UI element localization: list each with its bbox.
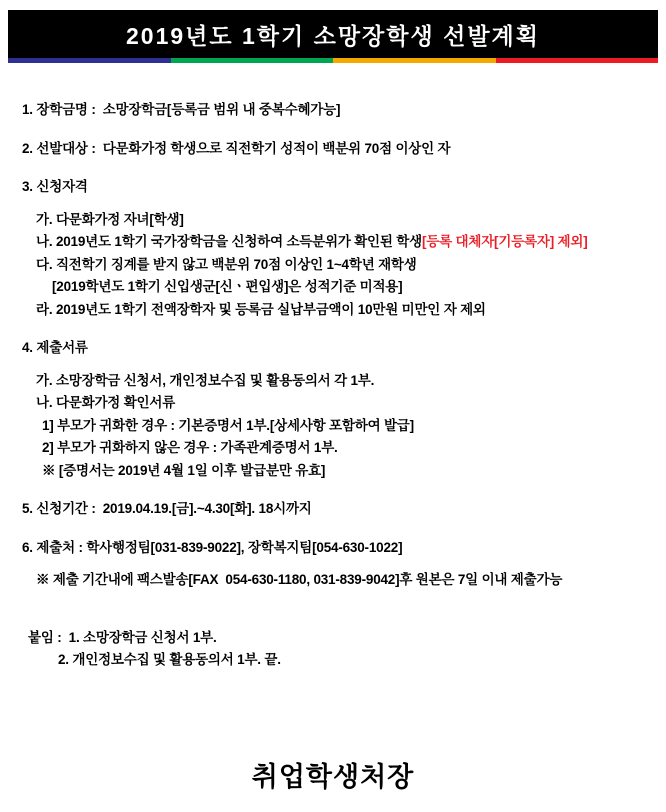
section-3-item-b-exclusion: [등록 대체자[기등록자] 제외] (421, 234, 588, 249)
page-title: 2019년도 1학기 소망장학생 선발계획 (126, 22, 540, 49)
stripe-red (496, 58, 659, 63)
section-heading-1: 1. 장학금명 : 소망장학금[등록금 범위 내 중복수혜가능] (22, 102, 341, 117)
section-3-item-c-note: [2019학년도 1학기 신입생군[신ㆍ편입생]은 성적기준 미적용] (52, 279, 403, 294)
document-header-banner (8, 10, 658, 58)
header-color-stripes (8, 58, 658, 63)
section-4-item-b-2: 2] 부모가 귀화하지 않은 경우 : 가족관계증명서 1부. (42, 440, 338, 455)
section-3-item-b (22, 235, 644, 249)
document-body (0, 63, 666, 667)
section-heading-5: 5. 신청기간 : 2019.04.19.[금].~4.30[화]. 18시까지 (22, 501, 312, 516)
section-heading-3: 3. 신청자격 (22, 179, 88, 194)
section-heading-6: 6. 제출처 : 학사행정팀[031-839-9022], 장학복지팀[054-630-1022] (22, 539, 403, 555)
section-4-item-b: 나. 다문화가정 확인서류 (36, 395, 176, 410)
attachment-block (22, 631, 644, 667)
section-4-item-a: 가. 소망장학금 신청서, 개인정보수집 및 활용동의서 각 1부. (36, 372, 375, 388)
section-3-item-c: 다. 직전학기 징계를 받지 않고 백분위 70점 이상인 1~4학년 재학생 (36, 256, 417, 272)
section-3-item-b-text: 나. 2019년도 1학기 국가장학금을 신청하여 소득분위가 확인된 학생 (36, 234, 422, 249)
attachment-line-1: 붙임 : 1. 소망장학금 신청서 1부. (28, 629, 217, 645)
section-6-note: ※ 제출 기간내에 팩스발송[FAX 054-630-1180, 031-839-9042]후 원본은 7일 이내 제출가능 (36, 572, 563, 587)
section-3-item-a: 가. 다문화가정 자녀[학생] (36, 211, 184, 227)
stripe-blue (8, 58, 171, 63)
stripe-green (171, 58, 334, 63)
section-4-item-b-1: 1] 부모가 귀화한 경우 : 기본증명서 1부.[상세사항 포함하여 발급] (42, 417, 414, 433)
section-heading-2: 2. 선발대상 : 다문화가정 학생으로 직전학기 성적이 백분위 70점 이상인 자 (22, 140, 451, 156)
signature-line: 취업학생처장 (251, 762, 415, 792)
attachment-line-2: 2. 개인정보수집 및 활용동의서 1부. 끝. (58, 652, 281, 667)
stripe-yellow (333, 58, 496, 63)
section-3-item-d: 라. 2019년도 1학기 전액장학자 및 등록금 실납부금액이 10만원 미만인 자 제외 (36, 301, 486, 317)
section-4-note: ※ [증명서는 2019년 4월 1일 이후 발급분만 유효] (42, 462, 326, 478)
section-heading-4: 4. 제출서류 (22, 340, 88, 355)
